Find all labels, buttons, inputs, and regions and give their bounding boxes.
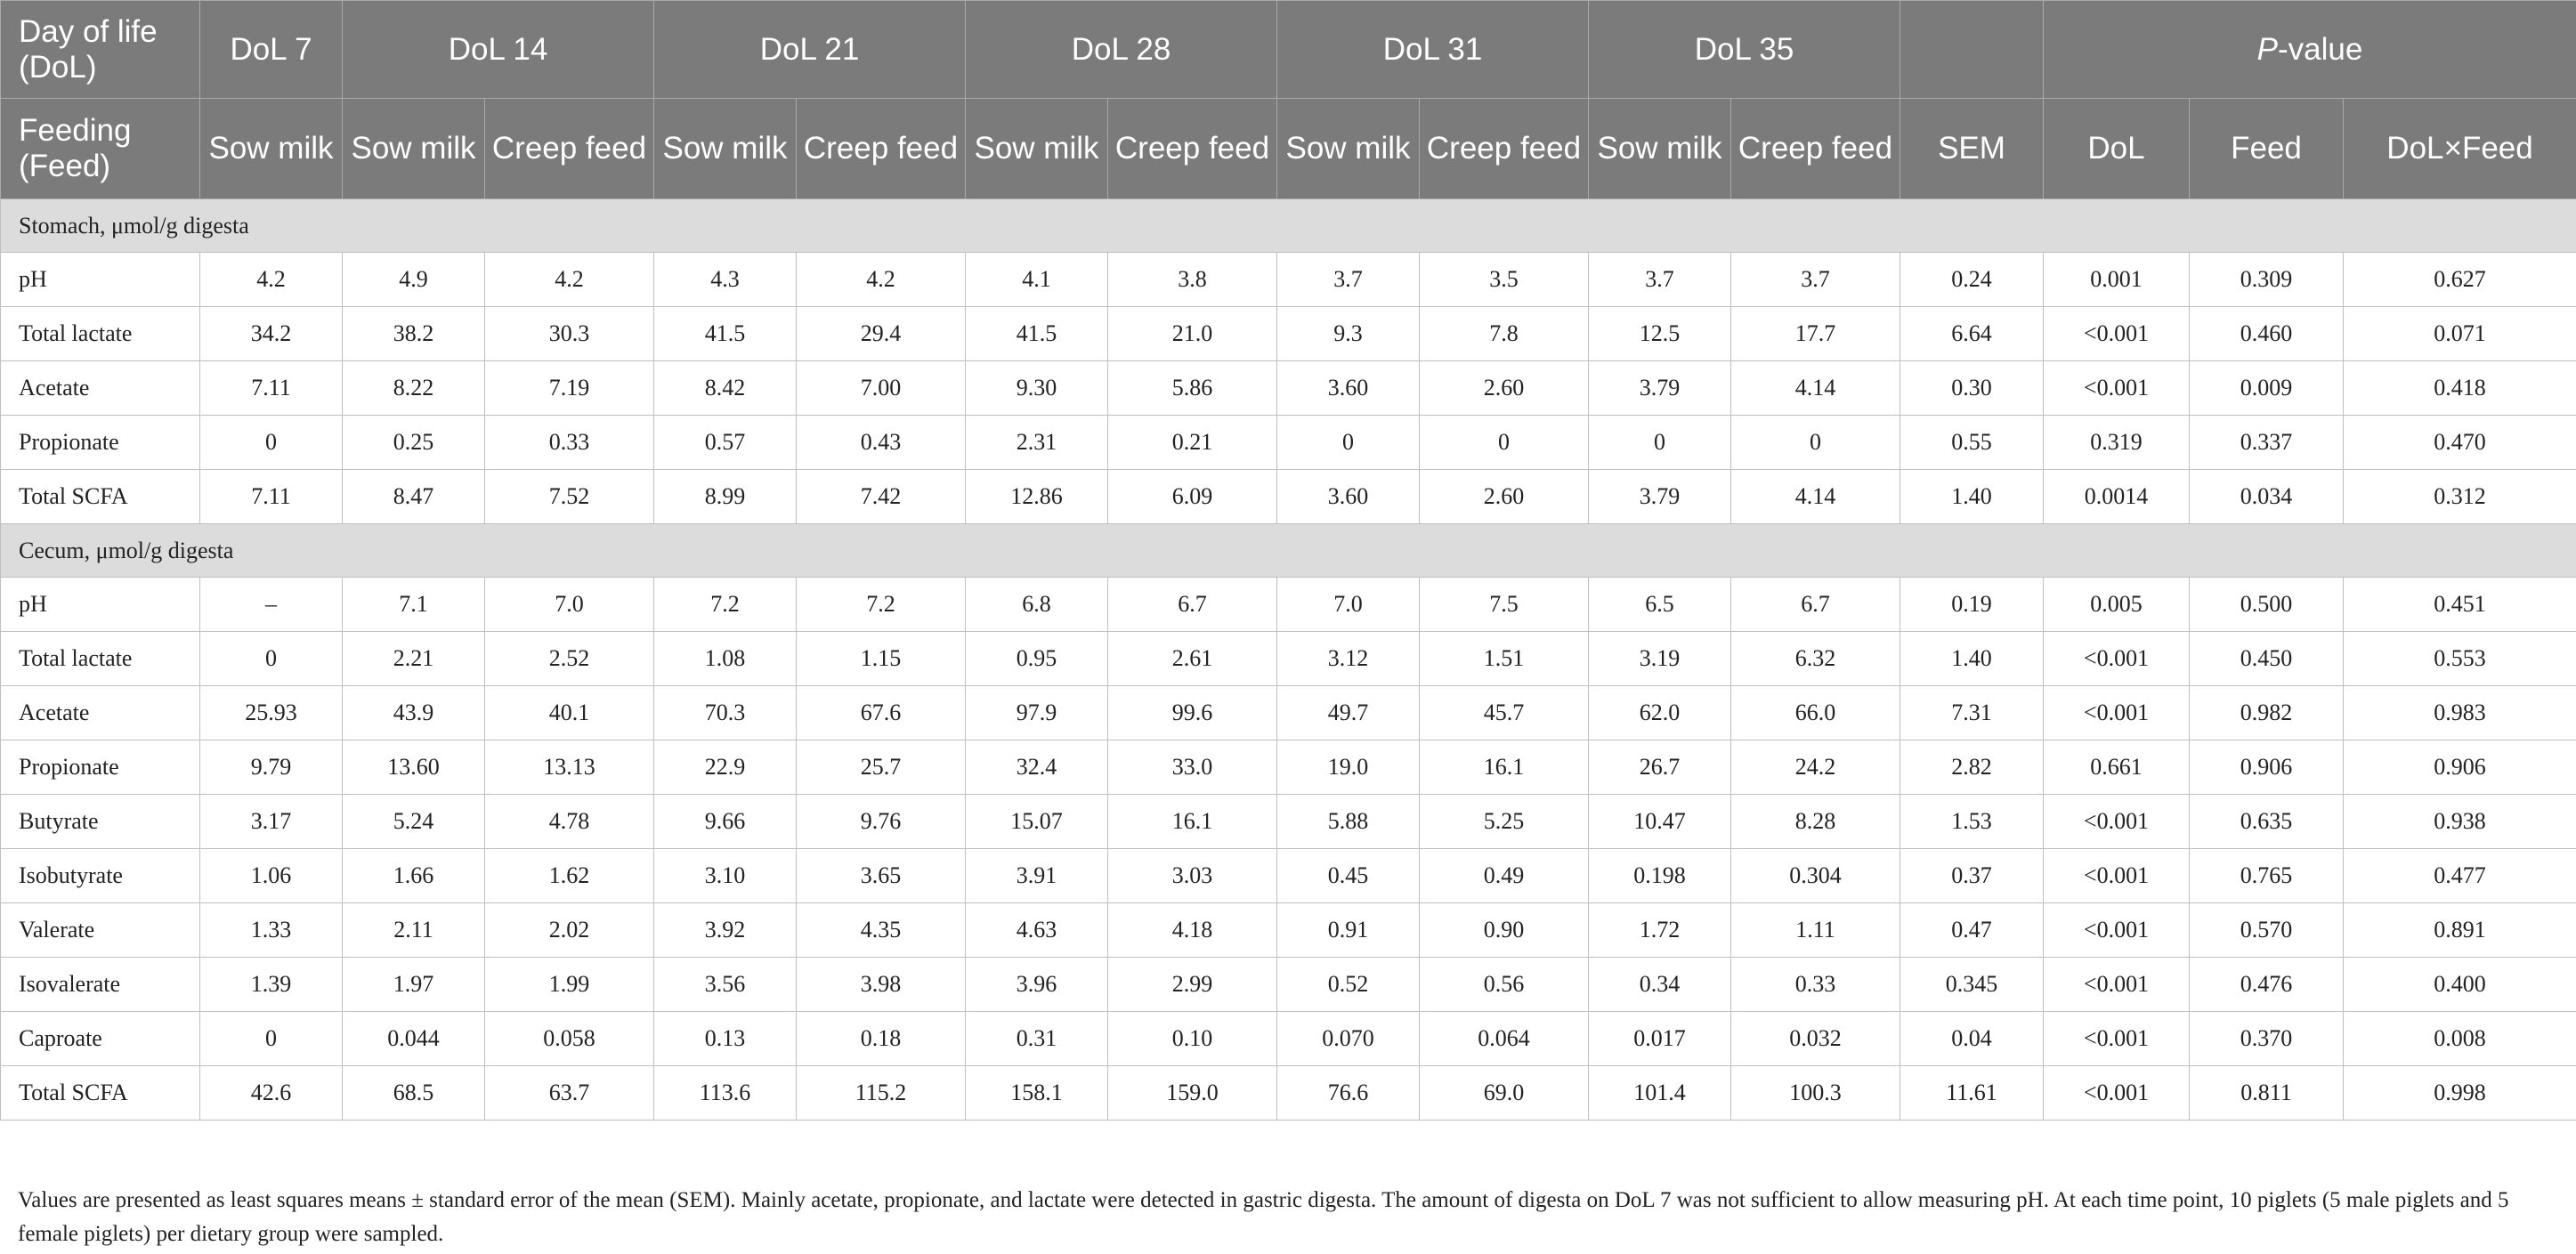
table-row bbox=[1, 849, 2576, 903]
table-cell: 4.9 bbox=[343, 253, 485, 307]
header-feeding: Feeding (Feed) bbox=[1, 99, 200, 199]
table-cell: 3.7 bbox=[1277, 253, 1420, 307]
table-cell: 4.2 bbox=[485, 253, 654, 307]
table-cell: 1.51 bbox=[1420, 632, 1589, 686]
table-cell: <0.001 bbox=[2044, 361, 2190, 416]
table-cell: 3.92 bbox=[654, 903, 797, 958]
table-cell: 7.11 bbox=[200, 470, 343, 524]
row-label: pH bbox=[1, 578, 200, 632]
table-cell: 0.319 bbox=[2044, 416, 2190, 470]
table-cell: 0.198 bbox=[1589, 849, 1731, 903]
table-cell: 8.28 bbox=[1731, 795, 1900, 849]
table-cell: 0.57 bbox=[654, 416, 797, 470]
table-cell: 0.450 bbox=[2190, 632, 2344, 686]
table-cell: 9.30 bbox=[966, 361, 1108, 416]
table-cell: 5.25 bbox=[1420, 795, 1589, 849]
table-cell: 3.60 bbox=[1277, 470, 1420, 524]
table-cell: 0.34 bbox=[1589, 958, 1731, 1012]
table-cell: 3.8 bbox=[1108, 253, 1277, 307]
table-cell: 97.9 bbox=[966, 686, 1108, 740]
header-col: Creep feed bbox=[1108, 99, 1277, 199]
table-cell: 9.3 bbox=[1277, 307, 1420, 361]
table-cell: 3.65 bbox=[797, 849, 966, 903]
table-cell: 7.5 bbox=[1420, 578, 1589, 632]
table-cell: 11.61 bbox=[1900, 1066, 2044, 1121]
table-cell: 4.2 bbox=[797, 253, 966, 307]
table-cell: 0.45 bbox=[1277, 849, 1420, 903]
row-label: Caproate bbox=[1, 1012, 200, 1066]
table-cell: 0.477 bbox=[2344, 849, 2576, 903]
table-cell: 9.76 bbox=[797, 795, 966, 849]
table-cell: 5.86 bbox=[1108, 361, 1277, 416]
table-cell: 3.98 bbox=[797, 958, 966, 1012]
table-cell: 0.009 bbox=[2190, 361, 2344, 416]
table-cell: 7.31 bbox=[1900, 686, 2044, 740]
table-cell: 0.998 bbox=[2344, 1066, 2576, 1121]
table-row bbox=[1, 903, 2576, 958]
table-cell: 0.33 bbox=[485, 416, 654, 470]
header-col: Creep feed bbox=[1420, 99, 1589, 199]
table-cell: 0.0014 bbox=[2044, 470, 2190, 524]
table-row bbox=[1, 470, 2576, 524]
table-cell: 4.63 bbox=[966, 903, 1108, 958]
table-cell: 3.7 bbox=[1731, 253, 1900, 307]
table-cell: 99.6 bbox=[1108, 686, 1277, 740]
table-cell: 158.1 bbox=[966, 1066, 1108, 1121]
table-cell: 159.0 bbox=[1108, 1066, 1277, 1121]
table-row bbox=[1, 686, 2576, 740]
table-cell: <0.001 bbox=[2044, 958, 2190, 1012]
row-label: Total lactate bbox=[1, 307, 200, 361]
table-cell: 63.7 bbox=[485, 1066, 654, 1121]
table-cell: 0 bbox=[200, 632, 343, 686]
table-cell: 2.52 bbox=[485, 632, 654, 686]
table-cell: 22.9 bbox=[654, 740, 797, 795]
table-cell: <0.001 bbox=[2044, 686, 2190, 740]
table-cell: 3.10 bbox=[654, 849, 797, 903]
table-cell: 30.3 bbox=[485, 307, 654, 361]
header-col: Sow milk bbox=[654, 99, 797, 199]
table-cell: 0.765 bbox=[2190, 849, 2344, 903]
table-cell: 0.312 bbox=[2344, 470, 2576, 524]
header-dol31: DoL 31 bbox=[1277, 1, 1589, 99]
table-cell: 17.7 bbox=[1731, 307, 1900, 361]
table-cell: 0.064 bbox=[1420, 1012, 1589, 1066]
section-title: Stomach, μmol/g digesta bbox=[1, 199, 2576, 253]
table-cell: 62.0 bbox=[1589, 686, 1731, 740]
table-cell: 0.345 bbox=[1900, 958, 2044, 1012]
table-cell: 0.47 bbox=[1900, 903, 2044, 958]
table-row bbox=[1, 795, 2576, 849]
table-cell: 68.5 bbox=[343, 1066, 485, 1121]
table-cell: 42.6 bbox=[200, 1066, 343, 1121]
table-cell: – bbox=[200, 578, 343, 632]
table-cell: 0.470 bbox=[2344, 416, 2576, 470]
header-col: Sow milk bbox=[966, 99, 1108, 199]
table-cell: 115.2 bbox=[797, 1066, 966, 1121]
table-body bbox=[1, 199, 2576, 1121]
table-cell: 0.52 bbox=[1277, 958, 1420, 1012]
table-cell: 1.11 bbox=[1731, 903, 1900, 958]
row-label: Butyrate bbox=[1, 795, 200, 849]
header-col: Sow milk bbox=[1277, 99, 1420, 199]
table-cell: 0.418 bbox=[2344, 361, 2576, 416]
row-label: Propionate bbox=[1, 416, 200, 470]
table-cell: 0.04 bbox=[1900, 1012, 2044, 1066]
row-label: Acetate bbox=[1, 686, 200, 740]
table-cell: 8.47 bbox=[343, 470, 485, 524]
row-label: Valerate bbox=[1, 903, 200, 958]
table-cell: 0.071 bbox=[2344, 307, 2576, 361]
table-cell: 67.6 bbox=[797, 686, 966, 740]
table-cell: 2.61 bbox=[1108, 632, 1277, 686]
table-cell: 0.008 bbox=[2344, 1012, 2576, 1066]
table-cell: 2.31 bbox=[966, 416, 1108, 470]
table-cell: 7.52 bbox=[485, 470, 654, 524]
footnote: Values are presented as least squares means ± standard error of the mean (SEM). Mainly acetate, propionate, and lactate were detected in gastric digesta. The amount of digesta on DoL 7 was not sufficient to allow measuring pH. At each time point, 10 piglets (5 male piglets and 5 female piglets) per dietary group were sampled. bbox=[18, 1188, 2509, 1246]
header-dol21: DoL 21 bbox=[654, 1, 966, 99]
header-day-of-life: Day of life (DoL) bbox=[1, 1, 200, 99]
header-blank bbox=[1900, 1, 2044, 99]
table-cell: 34.2 bbox=[200, 307, 343, 361]
table-cell: 2.60 bbox=[1420, 361, 1589, 416]
table-cell: 0 bbox=[1589, 416, 1731, 470]
table-cell: 7.1 bbox=[343, 578, 485, 632]
table-cell: 0.18 bbox=[797, 1012, 966, 1066]
table-cell: 3.60 bbox=[1277, 361, 1420, 416]
table-cell: 4.1 bbox=[966, 253, 1108, 307]
row-label: Propionate bbox=[1, 740, 200, 795]
table-cell: 0.33 bbox=[1731, 958, 1900, 1012]
table-cell: 4.35 bbox=[797, 903, 966, 958]
table-cell: <0.001 bbox=[2044, 795, 2190, 849]
header-col-dol-feed: DoL×Feed bbox=[2344, 99, 2576, 199]
table-cell: 25.7 bbox=[797, 740, 966, 795]
table-cell: 6.32 bbox=[1731, 632, 1900, 686]
table-cell: 0.30 bbox=[1900, 361, 2044, 416]
table-cell: 1.99 bbox=[485, 958, 654, 1012]
table-cell: 1.33 bbox=[200, 903, 343, 958]
table-cell: 41.5 bbox=[654, 307, 797, 361]
table-cell: 69.0 bbox=[1420, 1066, 1589, 1121]
row-label: Total SCFA bbox=[1, 470, 200, 524]
table-cell: 4.78 bbox=[485, 795, 654, 849]
table-cell: 0.570 bbox=[2190, 903, 2344, 958]
table-cell: 2.60 bbox=[1420, 470, 1589, 524]
table-cell: 1.08 bbox=[654, 632, 797, 686]
table-cell: 3.79 bbox=[1589, 361, 1731, 416]
table-cell: 0.906 bbox=[2344, 740, 2576, 795]
table-cell: 24.2 bbox=[1731, 740, 1900, 795]
table-cell: 1.15 bbox=[797, 632, 966, 686]
table-cell: 6.7 bbox=[1108, 578, 1277, 632]
header-col: Creep feed bbox=[797, 99, 966, 199]
table-cell: 0.95 bbox=[966, 632, 1108, 686]
header-dol28: DoL 28 bbox=[966, 1, 1277, 99]
table-cell: 0 bbox=[1277, 416, 1420, 470]
table-cell: 0.906 bbox=[2190, 740, 2344, 795]
table-cell: 12.5 bbox=[1589, 307, 1731, 361]
table-cell: 100.3 bbox=[1731, 1066, 1900, 1121]
table-cell: 33.0 bbox=[1108, 740, 1277, 795]
table-cell: 0.811 bbox=[2190, 1066, 2344, 1121]
table-cell: 0.31 bbox=[966, 1012, 1108, 1066]
table-cell: 16.1 bbox=[1108, 795, 1277, 849]
table-cell: 0.460 bbox=[2190, 307, 2344, 361]
header-col: Sow milk bbox=[1589, 99, 1731, 199]
table-cell: 0 bbox=[200, 1012, 343, 1066]
table-cell: 4.14 bbox=[1731, 470, 1900, 524]
table-cell: 7.19 bbox=[485, 361, 654, 416]
table-cell: 0.044 bbox=[343, 1012, 485, 1066]
table-row bbox=[1, 578, 2576, 632]
table-cell: 19.0 bbox=[1277, 740, 1420, 795]
table-cell: 3.17 bbox=[200, 795, 343, 849]
table-cell: 32.4 bbox=[966, 740, 1108, 795]
header-col: Sow milk bbox=[343, 99, 485, 199]
table-cell: 70.3 bbox=[654, 686, 797, 740]
table-cell: 5.24 bbox=[343, 795, 485, 849]
table-cell: 7.42 bbox=[797, 470, 966, 524]
table-cell: 0 bbox=[1420, 416, 1589, 470]
table-cell: <0.001 bbox=[2044, 903, 2190, 958]
table-cell: 3.79 bbox=[1589, 470, 1731, 524]
table-cell: 0.56 bbox=[1420, 958, 1589, 1012]
table-cell: 0.21 bbox=[1108, 416, 1277, 470]
table-cell: 5.88 bbox=[1277, 795, 1420, 849]
table-cell: 49.7 bbox=[1277, 686, 1420, 740]
table-cell: 7.11 bbox=[200, 361, 343, 416]
table-cell: 7.00 bbox=[797, 361, 966, 416]
table-cell: 0.983 bbox=[2344, 686, 2576, 740]
header-col: Sow milk bbox=[200, 99, 343, 199]
table-cell: 0 bbox=[200, 416, 343, 470]
row-label: Acetate bbox=[1, 361, 200, 416]
table-cell: 0.553 bbox=[2344, 632, 2576, 686]
table-cell: 6.09 bbox=[1108, 470, 1277, 524]
table-cell: 0.627 bbox=[2344, 253, 2576, 307]
table-cell: 2.82 bbox=[1900, 740, 2044, 795]
header-col-feed: Feed bbox=[2190, 99, 2344, 199]
table-cell: 0.25 bbox=[343, 416, 485, 470]
table-cell: 7.0 bbox=[485, 578, 654, 632]
table-cell: 1.39 bbox=[200, 958, 343, 1012]
table-cell: 16.1 bbox=[1420, 740, 1589, 795]
table-cell: 0.982 bbox=[2190, 686, 2344, 740]
row-label: pH bbox=[1, 253, 200, 307]
table-cell: 7.2 bbox=[797, 578, 966, 632]
table-cell: 43.9 bbox=[343, 686, 485, 740]
table-cell: 101.4 bbox=[1589, 1066, 1731, 1121]
table-cell: 6.8 bbox=[966, 578, 1108, 632]
table-cell: 0.635 bbox=[2190, 795, 2344, 849]
section-header-row bbox=[1, 199, 2576, 253]
table-cell: 10.47 bbox=[1589, 795, 1731, 849]
table-cell: 3.56 bbox=[654, 958, 797, 1012]
table-cell: 0.37 bbox=[1900, 849, 2044, 903]
table-cell: <0.001 bbox=[2044, 632, 2190, 686]
table-cell: 2.21 bbox=[343, 632, 485, 686]
table-cell: 0.24 bbox=[1900, 253, 2044, 307]
table-row bbox=[1, 253, 2576, 307]
table-cell: 76.6 bbox=[1277, 1066, 1420, 1121]
table-cell: 12.86 bbox=[966, 470, 1108, 524]
row-label: Isovalerate bbox=[1, 958, 200, 1012]
header-col: Creep feed bbox=[1731, 99, 1900, 199]
header-p-rest: -value bbox=[2278, 31, 2363, 67]
table-cell: 0.005 bbox=[2044, 578, 2190, 632]
table-cell: 0.070 bbox=[1277, 1012, 1420, 1066]
table-cell: 8.42 bbox=[654, 361, 797, 416]
table-cell: 7.8 bbox=[1420, 307, 1589, 361]
table-cell: 8.99 bbox=[654, 470, 797, 524]
table-cell: 1.06 bbox=[200, 849, 343, 903]
header-p-italic: P bbox=[2256, 31, 2279, 67]
table-cell: 38.2 bbox=[343, 307, 485, 361]
table-cell: 1.97 bbox=[343, 958, 485, 1012]
table-row bbox=[1, 307, 2576, 361]
table-cell: 0.49 bbox=[1420, 849, 1589, 903]
table-cell: 3.12 bbox=[1277, 632, 1420, 686]
table-row bbox=[1, 958, 2576, 1012]
table-cell: 0.017 bbox=[1589, 1012, 1731, 1066]
table-cell: 0.476 bbox=[2190, 958, 2344, 1012]
row-label: Total SCFA bbox=[1, 1066, 200, 1121]
table-row bbox=[1, 1012, 2576, 1066]
table-cell: 13.13 bbox=[485, 740, 654, 795]
table-cell: 0.10 bbox=[1108, 1012, 1277, 1066]
table-cell: 4.2 bbox=[200, 253, 343, 307]
table-cell: 0.337 bbox=[2190, 416, 2344, 470]
table-cell: 113.6 bbox=[654, 1066, 797, 1121]
table-cell: 3.03 bbox=[1108, 849, 1277, 903]
header-row-feeding bbox=[1, 99, 2576, 199]
table-cell: 21.0 bbox=[1108, 307, 1277, 361]
table-cell: 8.22 bbox=[343, 361, 485, 416]
table-cell: 15.07 bbox=[966, 795, 1108, 849]
section-header-row bbox=[1, 524, 2576, 578]
table-cell: 0.451 bbox=[2344, 578, 2576, 632]
table-cell: 3.96 bbox=[966, 958, 1108, 1012]
table-cell: 13.60 bbox=[343, 740, 485, 795]
table-cell: 9.79 bbox=[200, 740, 343, 795]
table-cell: <0.001 bbox=[2044, 849, 2190, 903]
table-cell: 0.13 bbox=[654, 1012, 797, 1066]
table-cell: 6.5 bbox=[1589, 578, 1731, 632]
table-row bbox=[1, 632, 2576, 686]
table-cell: 26.7 bbox=[1589, 740, 1731, 795]
table-cell: 7.0 bbox=[1277, 578, 1420, 632]
table-cell: 0.19 bbox=[1900, 578, 2044, 632]
row-label: Isobutyrate bbox=[1, 849, 200, 903]
table-cell: 4.18 bbox=[1108, 903, 1277, 958]
header-col-sem: SEM bbox=[1900, 99, 2044, 199]
header-p-value bbox=[2044, 1, 2576, 99]
table-cell: 1.40 bbox=[1900, 470, 2044, 524]
table-cell: 3.19 bbox=[1589, 632, 1731, 686]
table-row bbox=[1, 416, 2576, 470]
table-cell: 29.4 bbox=[797, 307, 966, 361]
table-cell: 1.40 bbox=[1900, 632, 2044, 686]
table-cell: 0.001 bbox=[2044, 253, 2190, 307]
table-cell: 0 bbox=[1731, 416, 1900, 470]
table-cell: 0.370 bbox=[2190, 1012, 2344, 1066]
table-cell: 0.304 bbox=[1731, 849, 1900, 903]
table-cell: 45.7 bbox=[1420, 686, 1589, 740]
header-col-dol: DoL bbox=[2044, 99, 2190, 199]
header-dol35: DoL 35 bbox=[1589, 1, 1900, 99]
table-cell: 2.11 bbox=[343, 903, 485, 958]
table-row bbox=[1, 361, 2576, 416]
table-cell: 4.3 bbox=[654, 253, 797, 307]
header-col: Creep feed bbox=[485, 99, 654, 199]
table-row bbox=[1, 1066, 2576, 1121]
table-cell: 1.62 bbox=[485, 849, 654, 903]
table-cell: 2.02 bbox=[485, 903, 654, 958]
header-dol7: DoL 7 bbox=[200, 1, 343, 99]
table-cell: 1.53 bbox=[1900, 795, 2044, 849]
table-cell: 25.93 bbox=[200, 686, 343, 740]
table-cell: 1.66 bbox=[343, 849, 485, 903]
table-cell: 7.2 bbox=[654, 578, 797, 632]
table-cell: 0.90 bbox=[1420, 903, 1589, 958]
table-cell: 6.7 bbox=[1731, 578, 1900, 632]
row-label: Total lactate bbox=[1, 632, 200, 686]
table-cell: 0.91 bbox=[1277, 903, 1420, 958]
table-cell: 0.400 bbox=[2344, 958, 2576, 1012]
table-cell: 9.66 bbox=[654, 795, 797, 849]
table-cell: 3.5 bbox=[1420, 253, 1589, 307]
table-cell: 0.500 bbox=[2190, 578, 2344, 632]
table-cell: <0.001 bbox=[2044, 1066, 2190, 1121]
table-cell: 41.5 bbox=[966, 307, 1108, 361]
table-cell: 0.43 bbox=[797, 416, 966, 470]
section-title: Cecum, μmol/g digesta bbox=[1, 524, 2576, 578]
table-cell: 0.938 bbox=[2344, 795, 2576, 849]
table-cell: 2.99 bbox=[1108, 958, 1277, 1012]
table-cell: 0.032 bbox=[1731, 1012, 1900, 1066]
table-cell: 0.058 bbox=[485, 1012, 654, 1066]
table-cell: 0.55 bbox=[1900, 416, 2044, 470]
table-cell: 3.7 bbox=[1589, 253, 1731, 307]
table-cell: 0.661 bbox=[2044, 740, 2190, 795]
table-cell: 1.72 bbox=[1589, 903, 1731, 958]
table-cell: 40.1 bbox=[485, 686, 654, 740]
table-cell: 66.0 bbox=[1731, 686, 1900, 740]
table-cell: <0.001 bbox=[2044, 307, 2190, 361]
table-cell: <0.001 bbox=[2044, 1012, 2190, 1066]
table-cell: 4.14 bbox=[1731, 361, 1900, 416]
header-row-day-of-life bbox=[1, 1, 2576, 99]
table-cell: 3.91 bbox=[966, 849, 1108, 903]
header-dol14: DoL 14 bbox=[343, 1, 654, 99]
table-cell: 0.034 bbox=[2190, 470, 2344, 524]
table-cell: 0.309 bbox=[2190, 253, 2344, 307]
table-cell: 6.64 bbox=[1900, 307, 2044, 361]
table-cell: 0.891 bbox=[2344, 903, 2576, 958]
table-row bbox=[1, 740, 2576, 795]
